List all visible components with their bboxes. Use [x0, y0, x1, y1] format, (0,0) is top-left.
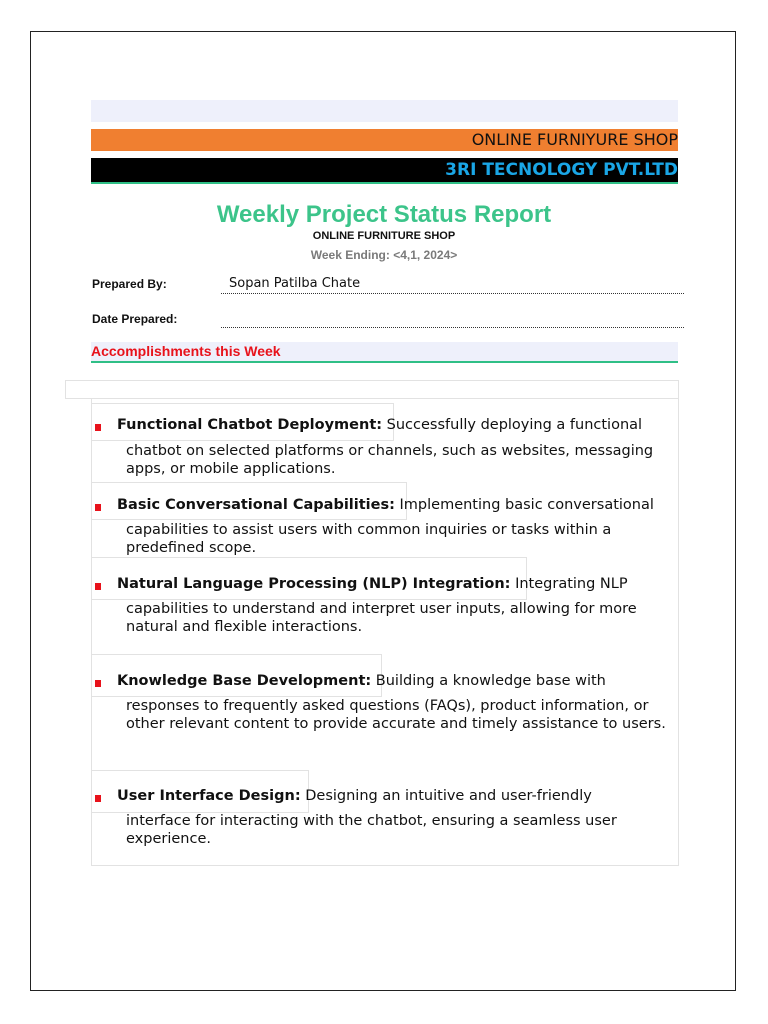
- item-lead: Integrating NLP: [510, 576, 628, 592]
- list-item-body: responses to frequently asked questions (FAQs), product information, or other relevant content to provide accurate and timely assistance to users.: [126, 698, 666, 732]
- list-item-body: capabilities to assist users with common inquiries or tasks within a predefined scope.: [126, 522, 612, 556]
- item-lead: Implementing basic conversational: [394, 497, 654, 513]
- list-item-body: capabilities to understand and interpret user inputs, allowing for more natural and flexible interactions.: [126, 601, 637, 635]
- content-spacer-box: [65, 380, 679, 399]
- item-title: Knowledge Base Development:: [117, 673, 372, 689]
- bullet-icon: [95, 424, 101, 431]
- report-subtitle: ONLINE FURNITURE SHOP: [312, 230, 456, 242]
- prepared-by-label: Prepared By:: [92, 277, 167, 291]
- item-title: Basic Conversational Capabilities:: [117, 497, 395, 513]
- bullet-icon: [95, 504, 101, 511]
- date-prepared-label: Date Prepared:: [92, 312, 178, 326]
- accomplishments-heading: Accomplishments this Week: [91, 343, 281, 359]
- list-item-heading: [117, 417, 642, 433]
- accomplishments-divider: [91, 361, 678, 363]
- prepared-by-value[interactable]: Sopan Patilba Chate: [229, 276, 361, 291]
- item-title: Natural Language Processing (NLP) Integration:: [117, 576, 511, 592]
- list-item-heading: [117, 788, 592, 804]
- bullet-icon: [95, 680, 101, 687]
- header-divider: [91, 182, 678, 184]
- item-lead: Designing an intuitive and user-friendly: [300, 788, 592, 804]
- list-item-heading: [117, 576, 628, 592]
- item-lead: Successfully deploying a functional: [382, 417, 643, 433]
- prepared-by-line: [221, 293, 684, 294]
- document-page: [30, 31, 736, 991]
- shop-name-bar: ONLINE FURNIYURE SHOP: [91, 129, 678, 151]
- company-name-bar: 3RI TECNOLOGY PVT.LTD: [91, 158, 678, 182]
- list-item-heading: [117, 497, 654, 513]
- item-title: Functional Chatbot Deployment:: [117, 417, 383, 433]
- date-prepared-line: [221, 327, 684, 328]
- bullet-icon: [95, 583, 101, 590]
- week-ending: Week Ending: <4,1, 2024>: [310, 248, 458, 262]
- item-lead: Building a knowledge base with: [371, 673, 606, 689]
- bullet-icon: [95, 795, 101, 802]
- item-title: User Interface Design:: [117, 788, 301, 804]
- header-band: [91, 100, 678, 122]
- report-title: Weekly Project Status Report: [216, 201, 552, 228]
- list-item-body: chatbot on selected platforms or channels, such as websites, messaging apps, or mobile applications.: [126, 443, 654, 477]
- list-item-body: interface for interacting with the chatbot, ensuring a seamless user experience.: [126, 813, 617, 847]
- list-item-heading: [117, 673, 606, 689]
